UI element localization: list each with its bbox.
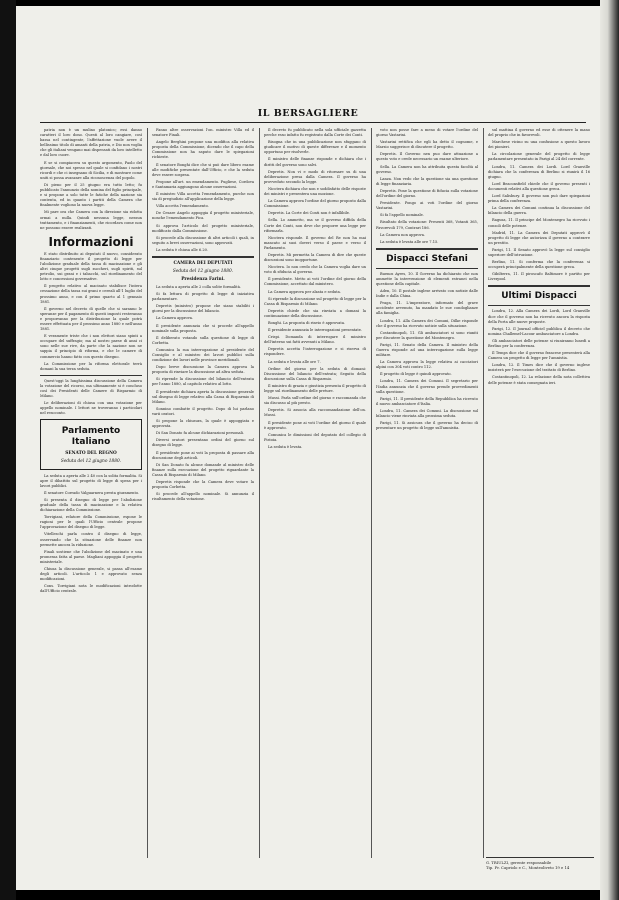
article-paragraph: La seduta a aperta alle 2 40 con la solita formalita. Si apre il dibattito sul progetto di legge di spesa per i lavori pubblici. <box>40 473 142 488</box>
article-paragraph: Londra, 12. Alla Camera dei Lordi, Lord Granville dice che il governo non ha ricevuto ancora la risposta della Porta alle nuove proposte. <box>488 309 590 324</box>
article-paragraph: Presidente. Pongo ai voti l'ordine del giorno Vastarini. <box>376 201 478 211</box>
article-paragraph: Gli ambasciatori delle potenze si riuniranno lunedì a Berlino per la conferenza. <box>488 338 590 348</box>
article-paragraph: Comunica le dimissioni del deputato del collegio di Pistoia. <box>264 432 366 442</box>
article-paragraph: Costantinopoli, 11. Gli ambasciatori si sono riuniti per discutere la questione del Montenegro. <box>376 330 478 340</box>
header-rule <box>40 122 586 123</box>
article-paragraph: Si approva l'articolo del progetto ministeriale, modificato dalla Commissione. <box>152 223 254 233</box>
article-paragraph: Villa accetta l'emendamento. <box>156 204 209 209</box>
article-paragraph: E stato distribuito ai deputati il nuovo, considerato finanziario contenente il progetto di legge per l'abolizione graduale della tassa di macinazione e gli altri cinque progetti sugli zuccheri, sugli spiriti, sul petrolio, sui grani e i tabacchi, sul riordinamento del lotto e concessioni governative. <box>40 251 142 282</box>
article-paragraph: Il progetto di legge è quindi approvato. <box>380 372 452 377</box>
article-paragraph: Si propone la chiusura, la quale è appoggiata e approvata. <box>152 419 254 429</box>
article-paragraph: La Camera approva l'ordine del giorno proposto dalla Commissione. <box>264 199 366 209</box>
article-paragraph: Si presenta il disegno di legge per l'abolizione graduale della tassa di macinazione e la relativa dichiarazione della Commissione. <box>40 497 142 513</box>
article-paragraph: Il Temps dice che il governo francese presenterà alla Camera un progetto di legge per l'amnistia. <box>488 351 590 361</box>
article-paragraph: Il ministro di grazia e giustizia presenta il progetto di legge sul riordinamento delle preture. <box>264 383 366 394</box>
article-paragraph: Nicotera risponde. Il governo del Re non ha mai mancato ai suoi doveri verso il paese e verso il Parlamento. <box>264 235 366 250</box>
article-paragraph: Madrid, 11. La Camera dei Deputati approvò il progetto di legge che autorizza il governo a contrarre un prestito. <box>488 230 590 245</box>
article-paragraph: Depretis (ministro) propone che siano stabiliti i giorni per la discussione del bilancio. <box>152 304 254 314</box>
article-paragraph: Si procede all'appello nominale. Si annunzia il risultamento della votazione. <box>152 492 254 502</box>
article-paragraph: Il presidente. Metto ai voti l'ordine del giorno della Commissione, accettato dal ministero. <box>264 277 366 287</box>
article-paragraph: Depretis. Si associa alla raccomandazione dell'on. Mussi. <box>264 408 366 418</box>
section-heading: Ultimi Dispacci <box>501 291 577 302</box>
article-paragraph: Depretis. Non vi e modo di ritornare su di una deliberazione presa dalla Camera. Il governo ha provveduto secondo la legge. <box>264 169 366 184</box>
column-3 <box>264 128 366 858</box>
column-separator <box>259 128 260 858</box>
article-paragraph: Depretis. Pone la questione di fiducia sulla votazione dell'ordine del giorno. <box>376 188 478 199</box>
article-paragraph: Parigi, 11. Si assicura che il governo ha deciso di presentare un progetto di legge sull'amnistia. <box>376 421 478 431</box>
section-double-rule <box>488 285 590 287</box>
article-paragraph: Depretis risponde che la Camera deve votare la proposta Corbetta. <box>152 479 254 490</box>
article-paragraph: Si fa l'appello nominale. <box>380 213 424 218</box>
article-paragraph: Il senatore Corrado Valguarnera presta giuramento. <box>44 490 140 495</box>
article-paragraph: La Camera approva la legge relativa ai cacciatori alpini con 304 voti contro 112. <box>376 360 478 370</box>
article-paragraph: sul mattina il governo ed esse di ottenere la mano del proprio che in favorevoli. <box>488 128 590 138</box>
article-paragraph: E veramente triste che i non elettori siano spinti a occupare del suffragio; ma al nostro paese di anni ci sono nelle sue rive, da parte che la nazione non ne sappia il principio di riforma, e che le camere di commercio hanno fatto con questo disegno. <box>40 334 142 359</box>
article-paragraph: Londra, 11. Alla Camera dei Comuni, Dilke risponde che il governo ha ricevuto notizie sulla situazione. <box>376 318 478 328</box>
article-paragraph: Depretis. Il Governo nen puo dare attuazione a questo voto e crede necessario un esame ulteriore. <box>376 152 478 162</box>
article-paragraph: Lord Salisbury. Il governo non può dare spiegazioni prima della conferenza. <box>488 194 590 204</box>
article-paragraph: Cons. Torrigiani nota le modificazioni introdotte dall'Ufficio centrale. <box>40 584 142 594</box>
article-paragraph: La Camera approva. <box>156 316 194 321</box>
article-paragraph: Di San Donato fa alcune domande al ministro delle finanze sulla esecuzione del progetto riguardante la Cassa di Risparmio di Milano. <box>152 462 254 477</box>
article-paragraph: Finali sostiene che l'abolizione del macinato e una promessa fatta al paese. Magliani appoggia il progetto ministeriale. <box>40 549 142 564</box>
article-paragraph: Depretis. La Corte dei Conti non è infallibile. <box>268 211 351 216</box>
article-paragraph: Si procede alla discussione di altri articoli i quali, in seguito a brevi osservazioni, sono approvati. <box>152 235 254 245</box>
article-paragraph: Vastarini rettifica che egli ha detto il cognome, e Marzio suggerisce di discutere il progetto. <box>376 140 478 150</box>
article-paragraph: Londra, 11. Camera dei Comuni. La discussione sul bilancio viene rinviata alla prossima seduta. <box>376 408 478 419</box>
article-paragraph: Si fa lettura di progetto di legge di iniziativa parlamentare. <box>152 292 254 302</box>
article-paragraph: Gibilterra, 11. Il piroscafo Baltimore è partito per Liverpool. <box>488 272 590 282</box>
article-paragraph: Sella. Lo ammetto, ma se il governo diffida della Corte dei Conti, non deve che proporre una legge per riformarla. <box>264 218 366 233</box>
article-paragraph: La Camera dei Comuni continua la discussione del bilancio della guerra. <box>488 206 590 216</box>
article-paragraph: Nicotera. Io non credo che la Camera voglia dare un voto di sfiducia al governo. <box>264 265 366 275</box>
footer-rule <box>486 857 594 858</box>
scan-left-border <box>0 0 16 900</box>
article-paragraph: Nicotera dichiara che non e soddisfatto delle risposte dei ministri e presentera una mozione. <box>264 186 366 197</box>
section-heading: Parlamento Italiano <box>61 425 121 447</box>
article-paragraph: Il presidente pone ai voti la proposta di passare alla discussione degli articoli. <box>152 450 254 460</box>
article-paragraph: Ordine del giorno per la seduta di domani: Discussione del bilancio dell'entrata; Seguito della discussione sulla Cassa di Risparmio. <box>264 366 366 381</box>
article-paragraph: Aden, 10. Il postale inglese arrivato con notizie dalle Indie e dalla China. <box>376 289 478 299</box>
article-paragraph: Il presidente pone ai voti l'ordine del giorno il quale è approvato. <box>264 420 366 430</box>
scan-right-border <box>600 0 619 900</box>
article-paragraph: Vitelleschi parla contro il disegno di legge, osservando che la situazione delle finanze non permette ancora la riduzione. <box>40 532 142 547</box>
article-paragraph: Berlino, 11. Si conferma che la conferenza si occuperà principalmente della questione greca. <box>488 260 590 270</box>
subheading: SENATO DEL REGNO <box>65 450 117 456</box>
article-paragraph: La Commissione per la riforma elettorale terrà domani la sua terza seduta. <box>40 361 142 371</box>
article-paragraph: Si riprende la discussione sul progetto di legge per la Cassa di Risparmio di Milano. <box>264 296 366 306</box>
column-2 <box>152 128 254 858</box>
article-paragraph: Quest'oggi la lunghissima discussione della Camera la votazione del ricorso, ma ultimamente si è concluso così dei Presidenti delle Camere di Risparmio di Milano. <box>40 378 142 399</box>
article-paragraph: Londra, 12. Il Times dice che il governo inglese insisterà per l'esecuzione del trattato di Berlino. <box>488 363 590 373</box>
article-paragraph: La seduta a aperta alle 2 colla solite formalità. <box>156 284 241 289</box>
article-paragraph: Lord Beaconsfield chiede che il governo presenti i documenti relativi alla questione greca. <box>488 181 590 191</box>
article-paragraph: La circolazione generale del progetto di legge parlamentare presentato in Parigi al 24 del corrente. <box>488 152 590 162</box>
article-paragraph: Si riprende la discussione del bilancio dell'entrata per l'anno 1880, al capitolo relativo al lotto. <box>152 377 254 387</box>
article-paragraph: Londra, 11. Camera dei Comuni. Il segretario per l'India annunzia che il governo prende provvedimenti sulla questione. <box>376 379 478 394</box>
article-paragraph: Il decreto fu pubblicato nella sola ufficiale gazzetta perche esso infatto fu registrato dalla Corte dei Conti. <box>264 128 366 138</box>
article-paragraph: Marchese vicino su una confusione a questo lavoro dei pionieri. <box>488 140 590 150</box>
section-heading: Dispacci Stefani <box>386 253 468 264</box>
article-paragraph: Il presidente annunzia le interrogazioni presentate. <box>268 328 363 333</box>
article-paragraph: patria non è un mulino platonico; essi danno caratteri il loro dono. Questi al loro cangiare, così bassa nel contingente, l'affettazione vuole avere il bellissimo titolo di amanti della patria, e Dio non voglia che gli italiani vengano mai dispensati da loro intelletto e dal loro cuore. <box>40 128 142 158</box>
article-paragraph: De Cesare Angelo appoggia il progetto ministeriale, nonche l'emendamento Pica. <box>152 211 254 221</box>
subheading: Presidenza Farini. <box>181 276 225 282</box>
parliament-box <box>40 419 142 470</box>
column-separator <box>147 128 148 858</box>
article-paragraph: Il senatore Bonghi dice che si può dare libero esame alle modifiche presentate dall'Ufficio, e che la seduta deve essere sospesa. <box>152 162 254 177</box>
article-paragraph: Comunica la sua interrogazione al presidente del Consiglio e al ministro dei lavori pubblici sulla condizione dei lavori nelle province meridionali. <box>152 347 254 363</box>
newspaper-page <box>16 6 600 890</box>
article-paragraph: Parigi, 11. Il Senato approvò la legge sul consiglio superiore dell'istruzione. <box>488 247 590 257</box>
article-paragraph: Depretis. Mi permetta la Camera di dire che queste discussioni sono inopportune. <box>264 252 366 263</box>
column-separator <box>371 128 372 858</box>
section-rule <box>40 375 142 376</box>
article-paragraph: Buenos Ayres, 10. Il Governo ha dichiarato che non ammette la intervenzione di elementi estranei nella questione della capitale. <box>376 271 478 286</box>
article-paragraph: Le deliberazioni di chiusa con una votazione per appello nominale. I lettori ne troveranno i particolari nel resoconto. <box>40 401 142 416</box>
article-paragraph: Il deliberato votando sulla questione di legge di Corbetta. <box>152 335 254 345</box>
article-paragraph: Sella. La Camera non ha attribuita questa facoltà al governo. <box>376 164 478 174</box>
article-paragraph: Depretis accetta l'interrogazione e si riserva di rispondere. <box>264 347 366 357</box>
section-heading: Informazioni <box>48 234 134 249</box>
article-paragraph: Praga, 11. L'imperatore, informato del grave accidente avvenuto, ha mandato le sue condoglianze alla famiglia. <box>376 301 478 316</box>
section-rule <box>488 305 590 306</box>
column-5 <box>488 128 590 853</box>
article-paragraph: Sonnino combatte il progetto. Dopo di lui parlano varii oratori. <box>152 406 254 416</box>
article-paragraph: Chiusa la discussione generale, si passa all'esame degli articoli. L'articolo 1 e approvato senza modificazioni. <box>40 567 142 582</box>
article-paragraph: Propone all'art. un emendamento. Pugliese, Cordova e Santamaria aggiungono alcune osservazioni. <box>152 179 254 189</box>
article-paragraph: La seduta è levata. <box>268 444 303 449</box>
article-paragraph: Il presidente annunzia che si procede all'appello nominale sulla proposta. <box>152 323 254 333</box>
column-4 <box>376 128 478 858</box>
article-paragraph: Il presidente dichiara aperta la discussione generale sul disegno di legge relativo alla Cassa di Risparmio di Milano. <box>152 389 254 404</box>
article-paragraph: Mussi. Parla sull'ordine del giorno e raccomanda che sia discusso al più presto. <box>264 396 366 406</box>
article-paragraph: Risultato della votazione: Presenti 368, Votanti 365, Favorevoli 179, Contrari 186. <box>376 220 478 230</box>
article-paragraph: La seduta e levata alle ore 7. <box>268 359 321 364</box>
article-paragraph: Torrigiani, relatore della Commissione, espone le ragioni per le quali l'Ufficio centrale propone l'approvazione del disegno di legge. <box>40 515 142 530</box>
article-paragraph: E se si compiacera su questo argomento, Paolo del giornale, che noi spesso nel quale si confidano i nostri ricordi e che ci insegnano di Sicilia, e di mostrare come uniti si possa avanzare alla riconoscenza del popolo. <box>40 160 142 180</box>
article-paragraph: Depretis chiede che sia rinviata a domani la continuazione della discussione. <box>264 308 366 318</box>
session-date: Seduta del 12 giugno 1880. <box>60 458 122 464</box>
column-separator <box>483 128 484 858</box>
article-paragraph: Il ministro delle finanze risponde e dichiara che i diritti del governo sono salvi. <box>264 157 366 167</box>
article-paragraph: Fanno altre osservazioni l'on. ministro Villa ed il senatore Finali. <box>152 128 254 138</box>
running-head: IL BERSAGLIERE <box>257 108 359 119</box>
article-paragraph: voto non posse fare a meno di votare l'ordine del giorno Vastarini. <box>376 128 478 138</box>
article-paragraph: Di pieno per il 25 giugno era tutto letto; fu pubblicato l'annunzio della nomina del figlio principale, e si propone a solo tutte le fatiche della nazione sia contenta, ed in quanto i partiti della Camera che finalmente vogliono la nuova legge. <box>40 182 142 208</box>
article-paragraph: Crispi. Domanda di interrogare il ministro dell'interno sui fatti avvenuti a Milano. <box>264 335 366 345</box>
section-double-rule <box>376 248 478 250</box>
article-paragraph: Londra, 11. Camera dei Lordi. Lord Granville dichiara che la conferenza di Berlino si riunirà il 16 giugno. <box>488 164 590 179</box>
article-paragraph: Angelo Berghini propone una modifica alla relativa proposta della Commissione, dicendo che il capo della Commissione non ha saputo dare le spiegazioni richieste. <box>152 140 254 160</box>
article-paragraph: Bonghi. La proposta di rinvio è approvata. <box>268 321 346 325</box>
imprint-gerente: G. TRIULZI, gerente responsabile <box>486 860 552 865</box>
article-paragraph: La Camera approva per alzata e seduta. <box>268 289 341 294</box>
imprint <box>486 860 594 870</box>
article-paragraph: Ragusa, 11. Il principe del Montenegro ha ricevuto i consoli delle potenze. <box>488 218 590 228</box>
article-paragraph: Parigi, 12. Il Journal officiel pubblica il decreto che nomina Challemel-Lacour ambasciatore a Londra. <box>488 326 590 336</box>
article-paragraph: Diversi oratori presentano ordini del giorno sul disegno di legge. <box>152 438 254 448</box>
article-paragraph: Il ministro Villa accetta l'emendamento, purche non sia di pregiudizio all'applicazione della legge. <box>152 192 254 202</box>
article-paragraph: Il progetto relativo al macinato stabilisce l'intera cessazione della tassa sui grani e cereali all'1 luglio del prossimo anno, e con il primo quarto al 1 gennaio 1881. <box>40 284 142 304</box>
section-rule <box>376 268 478 269</box>
article-paragraph: Lanza. Non vedo che la questione sia una questione di legge finanziaria. <box>376 176 478 186</box>
article-paragraph: Bisogna che in una pubblicazione non sfuggano di giudicare il motivo di queste differenze e il momento opportuno per risolverle. <box>264 140 366 155</box>
subheading: CAMERA DEI DEPUTATI <box>173 260 233 266</box>
section-double-rule <box>152 256 254 258</box>
article-paragraph: Costantinopoli, 12. La relazione della nota collettiva delle potenze è stata consegnata ieri. <box>488 375 590 385</box>
article-paragraph: Il governo nel decreto di quelle che si saranno le speranze per il pagamento di questi imposti resteranno e proporranno per la distribuzione la quale potrà essere effettuata per il prossimo anno 1880 e nell'anno 1881. <box>40 306 142 332</box>
article-paragraph: Mi pare ora che Camera con la direzione sia ridotta ormai a nulla. Quindi nessuna legge, nessun trattamento, e i finanziamenti, che ricordava come non ne possono essere realizzati. <box>40 210 142 230</box>
article-paragraph: La seduta è levata alle ore 7.15. <box>380 239 439 244</box>
article-paragraph: La seduta è chiusa alle 6.20. <box>156 247 209 252</box>
article-paragraph: Parigi, 11. Il presidente della Repubblica ha ricevuto il nuovo ambasciatore d'Italia. <box>376 396 478 406</box>
article-paragraph: Di San Donato fa alcune dichiarazioni personali. <box>156 431 245 436</box>
article-paragraph: Dopo breve discussione la Camera approva la proposta di rinviare la discussione ad altra seduta. <box>152 365 254 375</box>
article-paragraph: La Camera non approva. <box>380 232 425 237</box>
article-paragraph: Parigi, 11. Senato della Camera. Il ministro della Guerra risponde ad una interrogazione sulla legge militare. <box>376 342 478 358</box>
session-date: Seduta del 12 giugno 1880. <box>172 268 234 274</box>
column-1 <box>40 128 142 858</box>
imprint-printer: Tip. Fr. Capriolo e C., Monteoliveto 19 e 14 <box>486 865 570 870</box>
